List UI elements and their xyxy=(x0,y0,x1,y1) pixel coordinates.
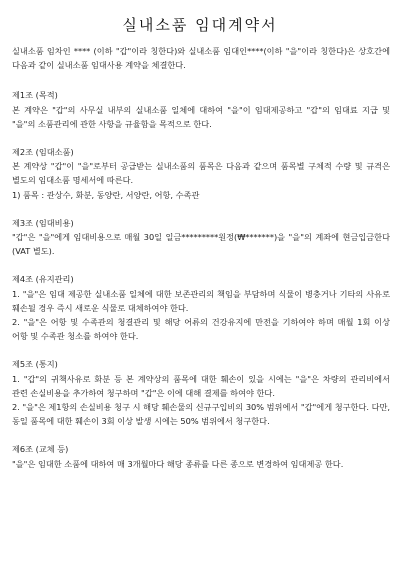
article-6 xyxy=(12,442,390,470)
article-2 xyxy=(12,145,390,202)
article-5-paragraph-1: 1. "갑"의 귀책사유로 화분 등 본 계약상의 품목에 대한 훼손이 있을 시에는 "을"은 차량의 관리비에서 관련 손실비용을 추가하여 청구하며 "갑"은 이에 대해 결제를 하여야 한다. xyxy=(12,373,390,398)
article-2-paragraph-1: 본 계약상 "갑"이 "을"로부터 공급받는 실내소품의 품목은 다음과 같으며 품목별 구체적 수량 및 규격은 별도의 임대소품 명세서에 따른다. xyxy=(12,161,390,186)
article-2-heading: 제2조 (임대소품) xyxy=(12,147,74,158)
article-1 xyxy=(12,88,390,131)
article-5-paragraph-2: 2. "을"은 제1항의 손실비용 청구 시 해당 훼손물의 신규구입비의 30% 범위에서 "갑"에게 청구한다. 다만, 동일 품목에 대한 훼손이 3회 이상 발생 시에는 50% 범위에서 청구한다. xyxy=(12,402,390,427)
article-2-item-list: 1) 품목 : 관상수, 화분, 동양란, 서양란, 어항, 수족관 xyxy=(12,189,200,200)
article-4-paragraph-1: 1. "을"은 임대 제공한 실내소품 일체에 대한 보존관리의 책임을 부담하며 식물이 병충거나 기타의 사유로 훼손될 경우 즉시 새로운 식물로 대체하여야 한다. xyxy=(12,288,390,313)
article-5 xyxy=(12,357,390,428)
intro-paragraph: 실내소품 임차인 **** (이하 "갑"이라 칭한다)와 실내소품 임대인****(이하 "을"이라 칭한다)은 상호간에 다음과 같이 실내소품 임대사용 계약을 체결한다. xyxy=(12,46,390,71)
document-title: 실내소품 임대계약서 xyxy=(122,16,278,34)
article-6-paragraph-1: "을"은 임대한 소품에 대하여 매 3개월마다 해당 종류를 다른 종으로 변경하여 임대제공 한다. xyxy=(12,458,344,469)
article-1-paragraph-1: 본 계약은 "갑"의 사무실 내부의 실내소품 일체에 대하여 "을"이 임대제공하고 "갑"의 임대료 지급 및 "을"의 소품관리에 관한 사항을 규율함을 목적으로 한다. xyxy=(12,104,390,129)
article-5-heading: 제5조 (통지) xyxy=(12,359,58,370)
article-3 xyxy=(12,216,390,259)
article-3-heading: 제3조 (임대비용) xyxy=(12,217,74,228)
article-3-paragraph-1: "갑"은 "을"에게 임대비용으로 매월 30일 일금*********원정(₩*******)을 "을"의 계좌에 현금입금한다(VAT 별도). xyxy=(12,232,390,257)
article-4 xyxy=(12,272,390,343)
article-4-heading: 제4조 (유지관리) xyxy=(12,274,74,285)
article-1-heading: 제1조 (목적) xyxy=(12,90,58,101)
article-4-paragraph-2: 2. "을"은 어항 및 수족관의 청결관리 및 해당 어류의 건강유지에 만전을 기하여야 하며 매월 1회 이상 어항 및 수족관 청소를 하여야 한다. xyxy=(12,317,390,342)
document-body xyxy=(12,44,390,485)
article-6-heading: 제6조 (교체 등) xyxy=(12,444,69,455)
